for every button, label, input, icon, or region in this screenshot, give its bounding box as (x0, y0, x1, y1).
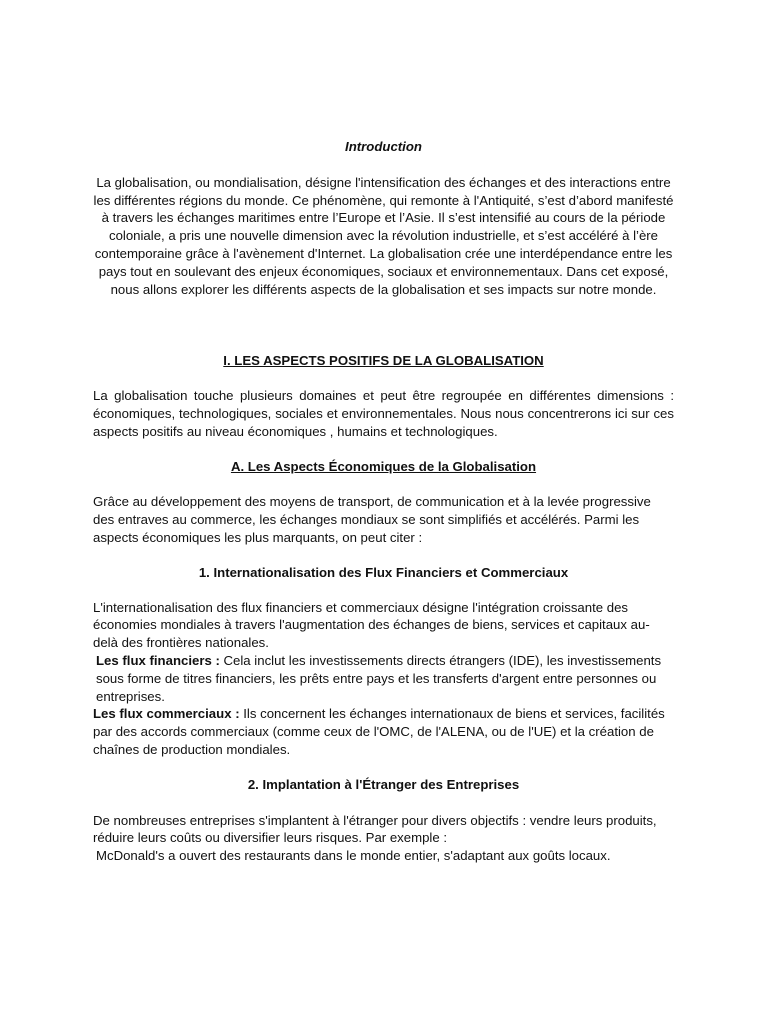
mcdonalds-example: McDonald's a ouvert des restaurants dans le monde entier, s'adaptant aux goûts locaux. (96, 848, 611, 864)
section-a-heading: A. Les Aspects Économiques de la Globalisation (230, 458, 537, 474)
financial-flows-label: Les flux financiers : (96, 652, 220, 668)
subsection-1-paragraph: L'internationalisation des flux financiers et commerciaux désigne l'intégration croissante des économies mondiales à travers l'augmentation des échanges de biens, services et capitaux au-delà des frontières nationales. (93, 599, 650, 651)
financial-flows-paragraph (93, 652, 674, 705)
section-1-heading: I. LES ASPECTS POSITIFS DE LA GLOBALISATION (223, 353, 544, 369)
subsection-2-body (93, 812, 674, 865)
financial-flows-text: Cela inclut les investissements directs étrangers (IDE), les investissements sous forme de titres financiers, les prêts entre pays et les transferts d'argent entre personnes ou entreprises. (96, 652, 662, 704)
commercial-flows-text: Ils concernent les échanges internationaux de biens et services, facilités par des accords commerciaux (comme ceux de l'OMC, de l'ALENA, ou de l'UE) et la création de chaînes de production mondiales. (93, 706, 665, 757)
introduction-paragraph: La globalisation, ou mondialisation, désigne l'intensification des échanges et des interactions entre les différentes régions du monde. Ce phénomène, qui remonte à l'Antiquité, s’est d’abord manifesté à travers les échanges maritimes entre l’Europe et l’Asie. Il s’est intensifié au cours de la période coloniale, a pris une nouvelle dimension avec la révolution industrielle, et s’est accéléré à l’ère contemporaine grâce à l'avènement d'Internet. La globalisation crée une interdépendance entre les pays tout en soulevant des enjeux économiques, sociaux et environnementaux. Dans cet exposé, nous allons explorer les différents aspects de la globalisation et ses impacts sur notre monde. (93, 174, 674, 297)
subsection-2-heading: 2. Implantation à l'Étranger des Entreprises (247, 776, 520, 792)
section-a-paragraph: Grâce au développement des moyens de transport, de communication et à la levée progressive des entraves au commerce, les échanges mondiaux se sont simplifiés et accélérés. Parmi les aspects économiques les plus marquants, on peut citer : (93, 494, 651, 545)
commercial-flows-label: Les flux commerciaux : (93, 706, 240, 722)
subsection-1-body (93, 599, 674, 759)
commercial-flows-paragraph (93, 705, 674, 758)
introduction-title: Introduction (345, 139, 422, 154)
subsection-2-paragraph: De nombreuses entreprises s'implantent à l'étranger pour divers objectifs : vendre leurs produits, réduire leurs coûts ou diversifier leurs risques. Par exemple : (93, 812, 657, 846)
subsection-1-heading: 1. Internationalisation des Flux Financiers et Commerciaux (198, 564, 569, 580)
section-1-paragraph: La globalisation touche plusieurs domaines et peut être regroupée en différentes dimensions : économiques, technologiques, sociales et environnementales. Nous nous concentrerons ici sur ces aspects positifs au niveau économiques , humains et technologiques. (93, 388, 674, 439)
